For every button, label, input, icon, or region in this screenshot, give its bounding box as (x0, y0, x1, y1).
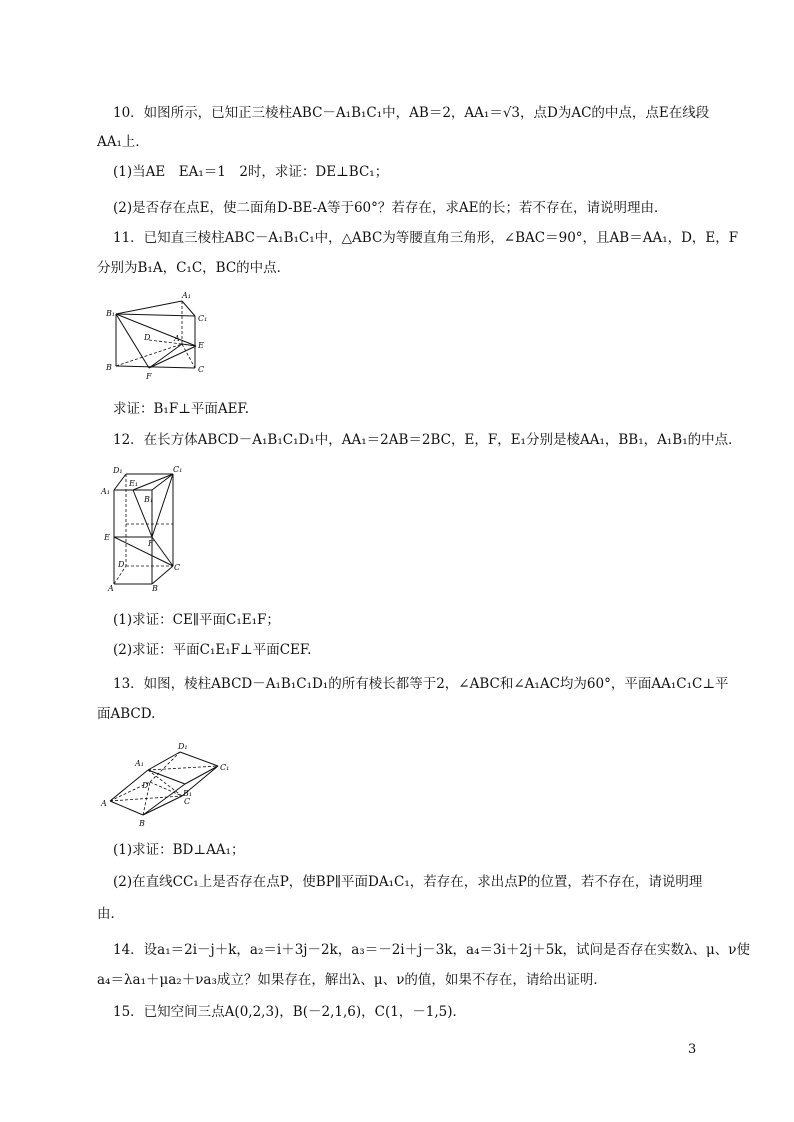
problem-12-q2: (2)求证：平面C₁E₁F⊥平面CEF. (113, 642, 312, 658)
figure-11-prism (104, 288, 214, 383)
problem-11-line1: 11．已知直三棱柱ABC－A₁B₁C₁中，△ABC为等腰直角三角形，∠BAC＝90°，且AB＝AA₁，D，E，F (113, 230, 739, 246)
fig12-label-b: B (152, 584, 158, 592)
fig11-label-c1: C₁ (198, 314, 208, 323)
fig12-label-a: A (108, 584, 114, 592)
page-number: 3 (688, 1042, 697, 1057)
problem-13-q2b: 由． (97, 906, 124, 922)
fig12-label-c1: C₁ (173, 465, 183, 474)
fig13-label-c: C (184, 797, 191, 806)
fig12-label-f: F (148, 539, 154, 548)
fig11-label-b: B (106, 363, 112, 372)
fig13-label-d1: D₁ (178, 742, 188, 751)
fig13-label-a1: A₁ (135, 759, 144, 768)
problem-10-line2: AA₁上． (97, 134, 149, 150)
figure-13-prism (100, 736, 240, 831)
problem-13-q1: (1)求证：BD⊥AA₁； (113, 842, 245, 858)
problem-11-line2: 分别为B₁A，C₁C，BC的中点． (97, 260, 291, 276)
fig13-label-b1: B₁ (183, 789, 193, 798)
fig13-label-b: B (139, 819, 145, 828)
problem-14-line2: a₄＝λa₁＋μa₂＋νa₃成立？如果存在，解出λ、μ、ν的值，如果不存在，请给出证明． (97, 972, 607, 988)
fig11-label-b1: B₁ (106, 309, 116, 318)
problem-13-line2: 面ABCD. (97, 706, 156, 722)
fig12-label-a1: A₁ (101, 487, 110, 496)
fig13-label-a: A (101, 799, 107, 808)
problem-10-line1: 10．如图所示，已知正三棱柱ABC－A₁B₁C₁中，AB＝2，AA₁＝√3，点D为AC的中点，点E在线段 (113, 105, 710, 121)
fig12-label-d: D (118, 560, 125, 569)
fig13-label-c1: C₁ (220, 763, 230, 772)
fig12-label-e: E (104, 533, 110, 542)
fig11-label-d: D (144, 333, 151, 342)
fig11-label-f: F (146, 372, 152, 381)
problem-14-line1: 14．设a₁＝2i－j＋k，a₂＝i＋3j－2k，a₃＝－2i＋j－3k，a₄＝3i＋2j＋5k，试问是否存在实数λ、μ、ν使 (113, 942, 751, 958)
problem-13-line1: 13．如图，棱柱ABCD－A₁B₁C₁D₁的所有棱长都等于2，∠ABC和∠A₁AC均为60°，平面AA₁C₁C⊥平 (113, 676, 729, 692)
fig11-label-e: E (198, 341, 204, 350)
problem-13-q2a: (2)在直线CC₁上是否存在点P，使BP∥平面DA₁C₁，若存在，求出点P的位置，若不存在，请说明理 (113, 874, 703, 890)
fig12-label-b1: B₁ (144, 495, 154, 504)
problem-12-line1: 12．在长方体ABCD－A₁B₁C₁D₁中，AA₁＝2AB＝2BC，E，F，E₁分别是棱AA₁，BB₁，A₁B₁的中点． (113, 432, 742, 448)
figure-12-cuboid (100, 462, 195, 592)
problem-15-line1: 15．已知空间三点A(0,2,3)，B(－2,1,6)，C(1，－1,5)． (113, 1004, 467, 1020)
fig12-label-e1: E₁ (129, 479, 139, 488)
problem-12-q1: (1)求证：CE∥平面C₁E₁F； (113, 612, 280, 628)
problem-10-q2: (2)是否存在点E，使二面角D-BE-A等于60°？若存在，求AE的长；若不存在，请说明理由． (113, 200, 668, 216)
problem-11-q1: 求证：B₁F⊥平面AEF. (113, 401, 250, 417)
fig11-label-a: A (174, 334, 180, 343)
problem-10-q1: (1)当AE EA₁＝1 2时，求证：DE⊥BC₁； (113, 164, 389, 180)
fig11-label-c: C (198, 365, 205, 374)
fig13-label-d: D (142, 781, 149, 790)
fig12-label-d1: D₁ (113, 466, 123, 475)
fig12-label-c: C (174, 563, 181, 572)
fig11-label-a1: A₁ (182, 291, 191, 300)
